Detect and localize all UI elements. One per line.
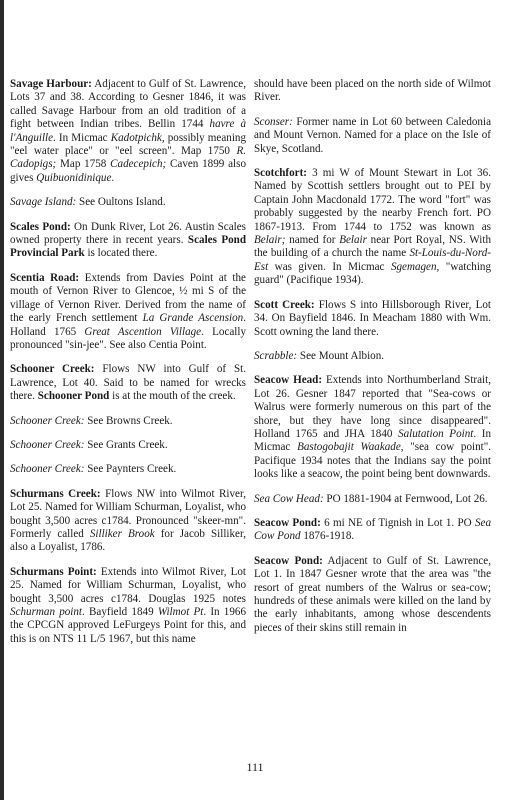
entry-term: Schurmans Point: [10,565,97,578]
entry-term: Schooner Creek: [10,438,85,451]
entry-term: Scott Creek: [254,298,315,311]
entry-term: Seacow Pond: [254,516,321,529]
entry-schooner-creek: Schooner Creek: Flows NW into Gulf of St. Lawrence, Lot 40. Said to be named for wrecks there. Schooner Pond is at the mouth of the creek. [10,363,246,403]
binding-edge [0,0,4,800]
entry-term: Scales Pond: [10,220,71,233]
entry-scotchfort: Scotchfort: 3 mi W of Mount Stewart in Lot 36. Named by Scottish settlers brought out to PEI by Captain John Macdonald 1772. The word "fort" was probably suggested by the nearby French fort. PO 1867-1913. From 1744 to 1752 was known as Belair; named for Belair near Port Royal, NS. With the building of a church the name St-Louis-du-Nord-Est was given. In Micmac Sgemagen, "watching guard" (Pacifique 1934). [254,167,492,287]
entry-term: Schooner Creek: [10,363,95,376]
entry-sconser: Scon​ser: Former name in Lot 60 between Caledonia and Mount Vernon. Named for a place on the Isle of Skye, Scotland. [254,115,491,155]
entry-term: Sea Cow Head: [254,492,324,505]
entry-term: Scentia Road: [10,271,80,284]
entry-savage-harbour: Savage Harbour: Adjacent to Gulf of St. Lawrence, Lots 37 and 38. According to Gesner 1846, it was called Savage Harbour from an old tradition of a fight between Indian tribes. Bellin 1744 havre à l'Anguille. In Micmac Kadotpichk, possibly meaning "eel water place" or "eel screen". Map 1750 R. Cadopigs; Map 1758 Cadecepich; Caven 1899 also gives Quibuonidinique. [10,78,247,184]
entry-scrabble: Scrabble: See Mount Albion. [254,349,385,362]
left-column [10,78,246,657]
entry-schurmans-creek: Schurmans Creek: Flows NW into Wilmot River, Lot 25. Named for William Schurman, Loyalist, who bought 3,500 acres c1784. Pronounced "skeer-mn". Formerly called Silliker Brook for Jacob Silliker, also a Loyalist, 1786. [10,487,246,554]
entry-term: Schooner Creek: [10,463,85,476]
entry-savage-island: Savage Island: See Oultons Island. [10,196,166,209]
entry-term: Schooner Creek: [10,414,85,427]
entry-term: Scotchfort: [254,167,307,180]
entry-schooner-creek-browns: Schooner Creek: See Browns Creek. [10,414,173,427]
entry-term: Savage Island: [10,196,77,209]
entry-scales-pond: Scales Pond: On Dunk River, Lot 26. Austin Scales owned property there in recent years. Scales Pond Provincial Park is located there. [10,220,246,260]
entry-schooner-creek-grants: Schooner Creek: See Grants Creek. [10,438,168,451]
entry-schurmans-point: Schurmans Point: Extends into Wilmot River, Lot 25. Named for William Schurman, Loyalist, who bought 3,500 acres c1784. Douglas 1925 notes Schurman point. Bayfield 1849 Wilmot Pt. In 1966 the CPCGN approved LeFurgeys Point for this, and this is on NTS 11 L/5 1967, but this name [10,565,247,645]
entry-term: Seacow Head: [254,374,323,387]
entry-term: Seacow Pond: [254,554,323,567]
entry-term: Schurmans Creek: [10,487,101,500]
entry-seacow-pond: Seacow Pond: Adjacent to Gulf of St. Lawrence, Lot 1. In 1847 Gesner wrote that the area was "the resort of great numbers of the Walrus or sea-cow; hundreds of these animals were killed on the land by the early inhabitants, among whose descendents pieces of their skins still remain in [254,554,491,634]
right-column [254,78,491,646]
entry-schooner-creek-paynters: Schooner Creek: See Paynters Creek. [10,463,177,476]
entry-scott-creek: Scott Creek: Flows S into Hillsborough River, Lot 34. On Bayfield 1846. In Meacham 1880 with Wm. Scott owning the land there. [254,298,491,338]
entry-scentia-road: Scentia Road: Extends from Davies Point at the mouth of Vernon River to Glencoe, ½ mi S of the village of Vernon River. Derived from the name of the early French settlement La Grande Ascension. Holland 1765 Great Ascention Village. Locally pronounced "sin-jee". See also Centia Point. [10,271,246,351]
page-number: 111 [246,760,264,774]
entry-seacow-pond-po: Seacow Pond: 6 mi NE of Tignish in Lot 1. PO Sea Cow Pond 1876-1918. [254,516,491,543]
entry-seacow-head: Seacow Head: Extends into Northumberland Strait, Lot 26. Gesner 1847 reported that "Sea-cows or Walrus were formerly numerous on this part of the shore, but they have long since disappeared". Holland 1765 and JHA 1840 Salutation Point. In Micmac Bastogobajit Waakade, "sea cow point". Pacifique 1934 notes that the Indians say the point looks like a seacow, the point being bent downwards. [254,374,492,481]
entry-term: Scrabble: [254,349,298,362]
entry-term: Savage Harbour: [10,78,92,90]
entry-term: Scon​ser: [254,115,293,128]
entry-sea-cow-head: Sea Cow Head: PO 1881-1904 at Fernwood, Lot 26. [254,492,488,505]
entry-continuation: should have been placed on the north side of Wilmot River. [254,78,491,104]
